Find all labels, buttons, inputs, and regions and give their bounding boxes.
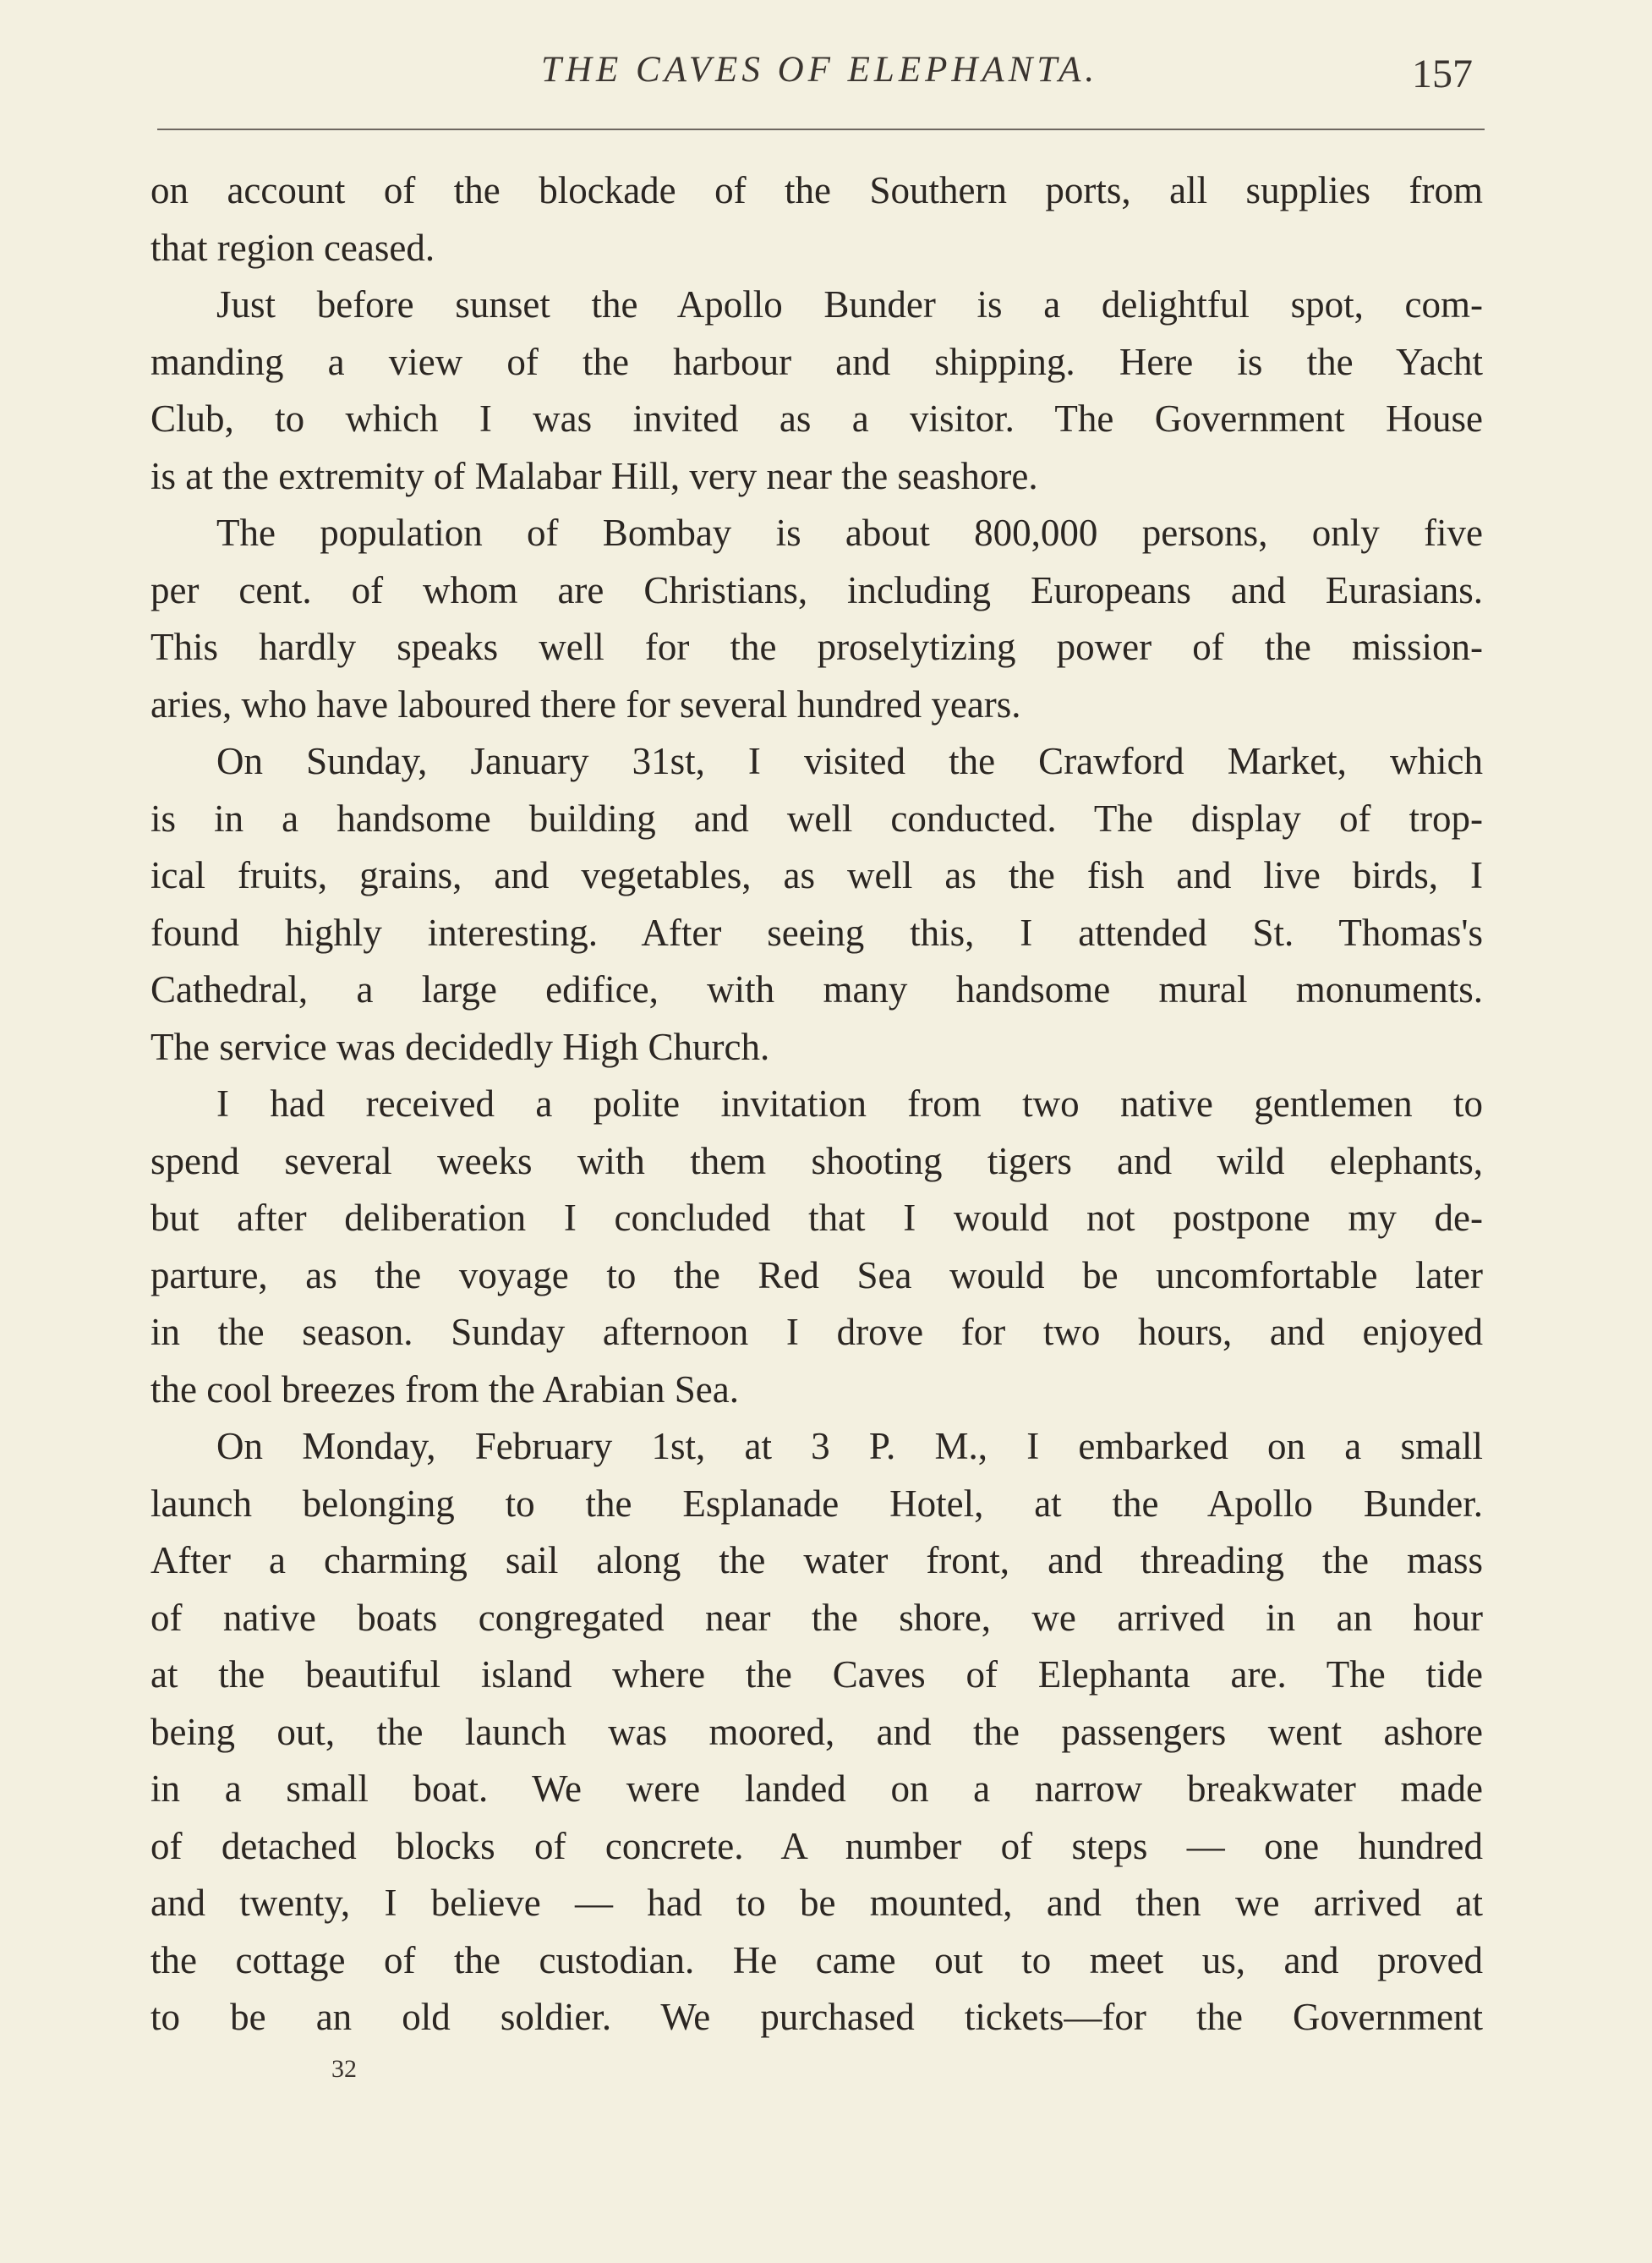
text-line: ical fruits, grains, and vegetables, as well as the fish and live birds, I bbox=[150, 854, 1483, 896]
text-line: parture, as the voyage to the Red Sea would be uncomfortable later bbox=[150, 1253, 1483, 1296]
text-line: that region ceased. bbox=[150, 226, 435, 269]
text-line: of native boats congregated near the shore, we arrived in an hour bbox=[150, 1596, 1483, 1639]
running-title: THE CAVES OF ELEPHANTA. bbox=[541, 50, 1099, 90]
text-line: on account of the blockade of the Southern ports, all supplies from bbox=[150, 169, 1483, 211]
signature-mark: 32 bbox=[331, 2055, 357, 2083]
text-line: Club, to which I was invited as a visitor. The Government House bbox=[150, 397, 1483, 440]
text-line: Just before sunset the Apollo Bunder is a delightful spot, com- bbox=[216, 283, 1483, 326]
text-line: the cottage of the custodian. He came out to meet us, and proved bbox=[150, 1938, 1483, 1981]
text-line: I had received a polite invitation from two native gentlemen to bbox=[216, 1082, 1483, 1125]
text-line: The service was decidedly High Church. bbox=[150, 1025, 770, 1068]
text-line: at the beautiful island where the Caves of Elephanta are. The tide bbox=[150, 1653, 1483, 1696]
running-head bbox=[0, 49, 1652, 100]
text-line: This hardly speaks well for the proselytizing power of the mission- bbox=[150, 626, 1483, 668]
text-line: being out, the launch was moored, and the passengers went ashore bbox=[150, 1710, 1483, 1753]
text-line: to be an old soldier. We purchased tickets—for the Government bbox=[150, 1996, 1483, 2038]
text-line: the cool breezes from the Arabian Sea. bbox=[150, 1367, 739, 1411]
header-rule bbox=[157, 129, 1485, 130]
page-number: 157 bbox=[1412, 52, 1473, 96]
text-line: found highly interesting. After seeing this, I attended St. Thomas's bbox=[150, 911, 1483, 954]
text-line: The population of Bombay is about 800,000 persons, only five bbox=[216, 512, 1483, 554]
text-line: is in a handsome building and well conducted. The display of trop- bbox=[150, 797, 1483, 840]
body-text bbox=[150, 162, 1483, 2047]
text-line: aries, who have laboured there for several hundred years. bbox=[150, 682, 1021, 726]
text-line: Cathedral, a large edifice, with many handsome mural monuments. bbox=[150, 968, 1483, 1011]
text-line: launch belonging to the Esplanade Hotel, at the Apollo Bunder. bbox=[150, 1482, 1483, 1525]
text-line: of detached blocks of concrete. A number of steps — one hundred bbox=[150, 1824, 1483, 1867]
text-line: but after deliberation I concluded that I would not postpone my de- bbox=[150, 1197, 1483, 1239]
text-line: On Sunday, January 31st, I visited the Crawford Market, which bbox=[216, 740, 1483, 782]
text-line: in a small boat. We were landed on a narrow breakwater made bbox=[150, 1767, 1483, 1810]
text-line: and twenty, I believe — had to be mounted, and then we arrived at bbox=[150, 1882, 1483, 1924]
text-line: spend several weeks with them shooting tigers and wild elephants, bbox=[150, 1139, 1483, 1182]
text-line: After a charming sail along the water front, and threading the mass bbox=[150, 1539, 1483, 1581]
text-line: per cent. of whom are Christians, including Europeans and Eurasians. bbox=[150, 568, 1483, 611]
text-line: is at the extremity of Malabar Hill, very near the seashore. bbox=[150, 454, 1038, 497]
text-line: in the season. Sunday afternoon I drove for two hours, and enjoyed bbox=[150, 1311, 1483, 1353]
text-line: manding a view of the harbour and shipping. Here is the Yacht bbox=[150, 340, 1483, 383]
text-line: On Monday, February 1st, at 3 P. M., I embarked on a small bbox=[216, 1425, 1483, 1467]
